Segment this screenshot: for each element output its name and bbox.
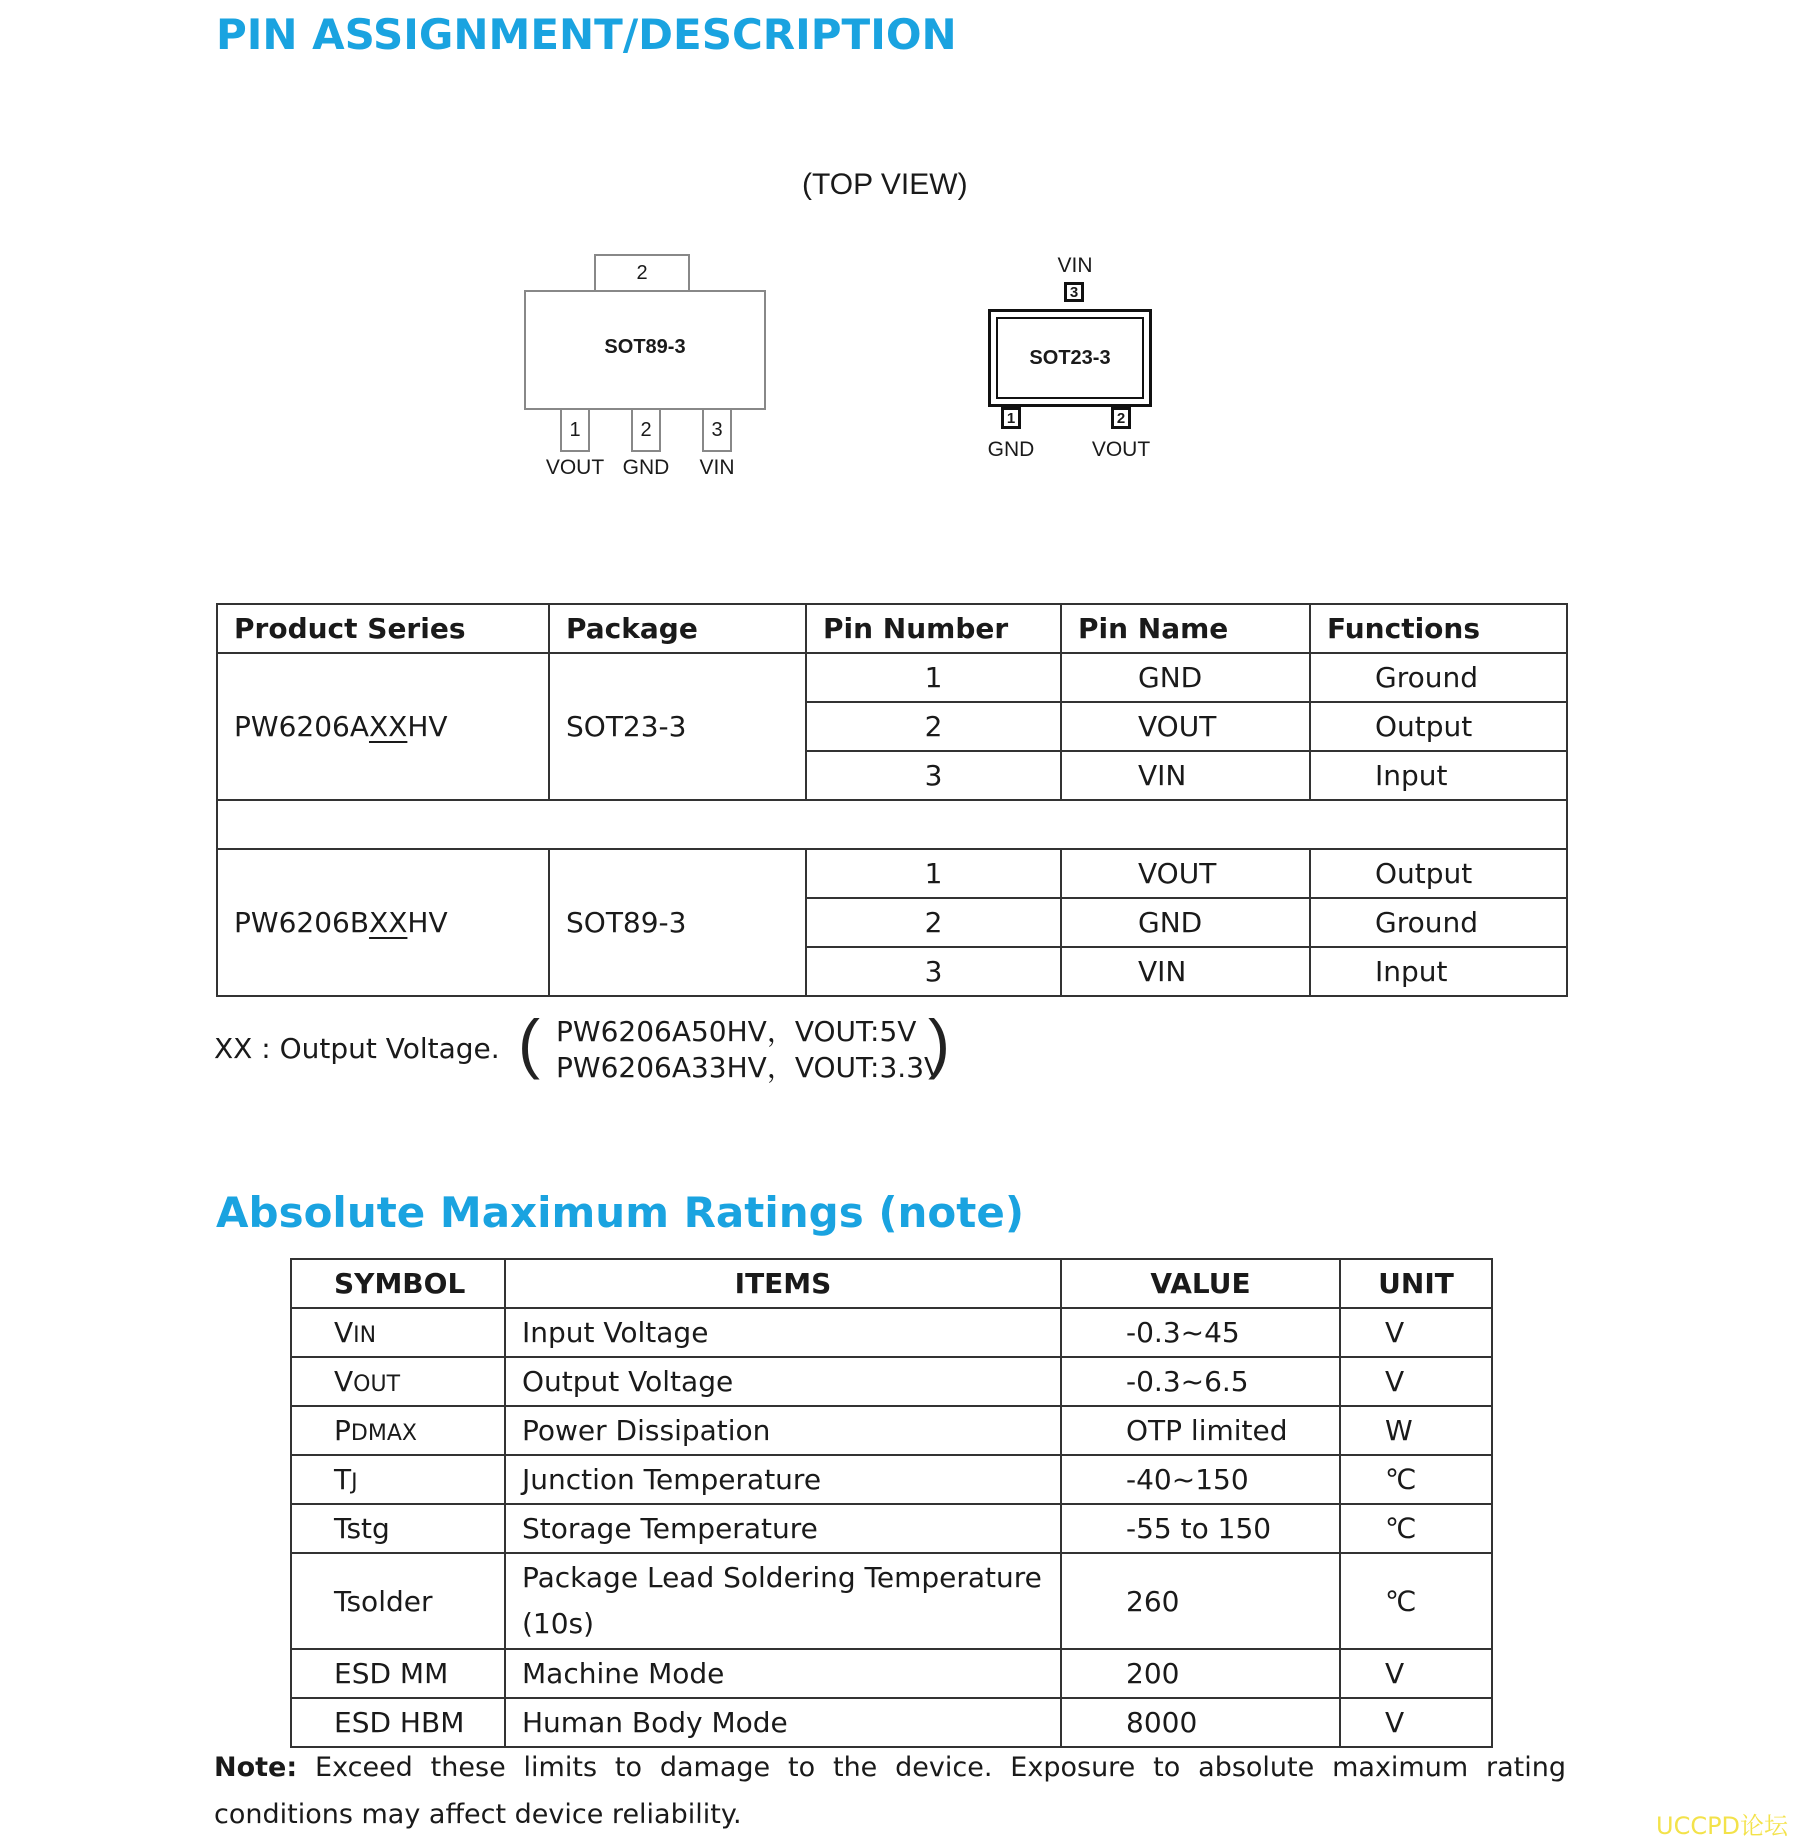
symbol-cell: VIN [291, 1308, 505, 1357]
header-items: ITEMS [505, 1259, 1061, 1308]
open-paren: ( [518, 1006, 540, 1080]
unit-cell: V [1340, 1698, 1492, 1747]
value-cell: 260 [1061, 1553, 1340, 1649]
table-row [291, 1698, 1492, 1747]
header-pin-name: Pin Name [1061, 604, 1310, 653]
note-text: Exceed these limits to damage to the device. Exposure to absolute maximum rating conditions may affect device reliability. [214, 1752, 1566, 1830]
pin-number: 2 [806, 898, 1061, 947]
pin-name: GND [1061, 898, 1310, 947]
pin-name: VOUT [1061, 702, 1310, 751]
ratings-table [290, 1258, 1493, 1748]
pin-function: Output [1310, 702, 1567, 751]
pin-function: Input [1310, 947, 1567, 996]
value-cell: -40~150 [1061, 1455, 1340, 1504]
item-cell: Power Dissipation [505, 1406, 1061, 1455]
unit-cell: V [1340, 1357, 1492, 1406]
sot23-body [988, 309, 1152, 407]
header-value: VALUE [1061, 1259, 1340, 1308]
pin-function: Ground [1310, 898, 1567, 947]
unit-cell: W [1340, 1406, 1492, 1455]
table-row [217, 849, 1567, 898]
value-cell: OTP limited [1061, 1406, 1340, 1455]
note-label: Note: [214, 1752, 298, 1783]
table-row [291, 1504, 1492, 1553]
xx-output-voltage-label: XX : Output Voltage. [214, 1032, 500, 1065]
sot23-pin-1: 1 [1001, 407, 1021, 429]
pin-number: 1 [806, 653, 1061, 702]
pin-function: Input [1310, 751, 1567, 800]
pin-name: VOUT [1061, 849, 1310, 898]
product-series-b: PW6206BXXHV [217, 849, 549, 996]
symbol-cell: Tstg [291, 1504, 505, 1553]
ratings-note [214, 1744, 1566, 1838]
sot89-pin-2-label: GND [622, 456, 670, 479]
table-row [291, 1308, 1492, 1357]
pin-number: 3 [806, 751, 1061, 800]
symbol-cell: VOUT [291, 1357, 505, 1406]
sot89-pin-3: 3 [702, 408, 732, 452]
top-view-label: (TOP VIEW) [802, 168, 968, 201]
table-row [217, 653, 1567, 702]
sot89-package-name: SOT89-3 [604, 336, 686, 358]
sot23-pin-3: 3 [1064, 282, 1084, 302]
symbol-cell: ESD MM [291, 1649, 505, 1698]
close-paren: ) [928, 1006, 950, 1080]
header-functions: Functions [1310, 604, 1567, 653]
sot23-pin-2-label: VOUT [1091, 438, 1151, 461]
value-cell: -55 to 150 [1061, 1504, 1340, 1553]
pin-function: Ground [1310, 653, 1567, 702]
table-row [291, 1406, 1492, 1455]
table-spacer-row [217, 800, 1567, 849]
symbol-cell: TJ [291, 1455, 505, 1504]
section-heading-pin-assignment: PIN ASSIGNMENT/DESCRIPTION [216, 10, 957, 59]
sot89-pin-1: 1 [560, 408, 590, 452]
value-cell: -0.3~45 [1061, 1308, 1340, 1357]
sot89-diagram [520, 250, 770, 490]
table-row [291, 1357, 1492, 1406]
item-cell: Output Voltage [505, 1357, 1061, 1406]
table-row [291, 1455, 1492, 1504]
sot23-pin-1-label: GND [987, 438, 1035, 461]
pin-name: VIN [1061, 947, 1310, 996]
product-series-a: PW6206AXXHV [217, 653, 549, 800]
pin-name: GND [1061, 653, 1310, 702]
header-package: Package [549, 604, 806, 653]
item-cell: Junction Temperature [505, 1455, 1061, 1504]
pin-number: 2 [806, 702, 1061, 751]
symbol-cell: ESD HBM [291, 1698, 505, 1747]
table-spacer [217, 800, 1567, 849]
value-cell: -0.3~6.5 [1061, 1357, 1340, 1406]
pin-function: Output [1310, 849, 1567, 898]
sot89-body [524, 290, 766, 410]
item-cell: Machine Mode [505, 1649, 1061, 1698]
table-header-row [217, 604, 1567, 653]
section-heading-abs-max: Absolute Maximum Ratings (note) [216, 1188, 1025, 1237]
item-cell: Package Lead Soldering Temperature (10s) [505, 1553, 1061, 1649]
pin-number: 1 [806, 849, 1061, 898]
sot89-tab-pin: 2 [594, 254, 690, 292]
unit-cell: V [1340, 1308, 1492, 1357]
sot89-pin-3-label: VIN [699, 456, 735, 479]
item-cell: Human Body Mode [505, 1698, 1061, 1747]
sot89-pin-2: 2 [631, 408, 661, 452]
item-cell: Input Voltage [505, 1308, 1061, 1357]
header-symbol: SYMBOL [291, 1259, 505, 1308]
unit-cell: ℃ [1340, 1455, 1492, 1504]
sot23-package-name: SOT23-3 [1029, 347, 1111, 369]
pin-name: VIN [1061, 751, 1310, 800]
value-cell: 200 [1061, 1649, 1340, 1698]
unit-cell: ℃ [1340, 1553, 1492, 1649]
unit-cell: ℃ [1340, 1504, 1492, 1553]
symbol-cell: Tsolder [291, 1553, 505, 1649]
package-a: SOT23-3 [549, 653, 806, 800]
table-row [291, 1649, 1492, 1698]
header-product-series: Product Series [217, 604, 549, 653]
sot23-diagram [980, 250, 1180, 470]
pin-number: 3 [806, 947, 1061, 996]
table-row [291, 1553, 1492, 1649]
unit-cell: V [1340, 1649, 1492, 1698]
value-cell: 8000 [1061, 1698, 1340, 1747]
sot89-pin-1-label: VOUT [545, 456, 605, 479]
table-header-row [291, 1259, 1492, 1308]
item-cell: Storage Temperature [505, 1504, 1061, 1553]
pin-assignment-table [216, 603, 1568, 997]
sot23-pin-2: 2 [1111, 407, 1131, 429]
header-unit: UNIT [1340, 1259, 1492, 1308]
xx-example-2: PW6206A33HV，VOUT:3.3V [556, 1051, 944, 1084]
sot23-pin-3-label: VIN [1057, 254, 1093, 277]
watermark: UCCPD论坛 [1656, 1812, 1789, 1840]
package-b: SOT89-3 [549, 849, 806, 996]
symbol-cell: PDMAX [291, 1406, 505, 1455]
header-pin-number: Pin Number [806, 604, 1061, 653]
xx-example-1: PW6206A50HV，VOUT:5V [556, 1015, 917, 1048]
